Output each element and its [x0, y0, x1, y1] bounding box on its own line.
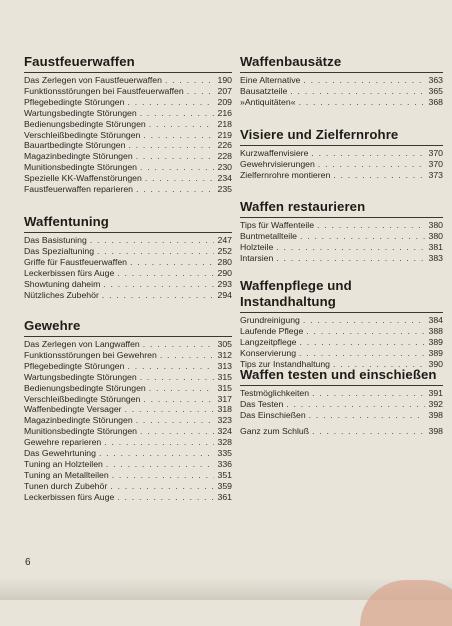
entry-title: Eine Alternative	[240, 75, 301, 85]
entry-title: Pflegebedingte Störungen	[24, 96, 125, 107]
toc-entry	[24, 151, 232, 162]
toc-entry	[24, 257, 232, 268]
toc-entry	[240, 315, 443, 326]
dot-leader	[140, 162, 214, 173]
entry-title: Bauartbedingte Störungen	[24, 140, 126, 151]
section-title: Waffentuning	[24, 214, 109, 229]
entry-title: Intarsien	[240, 252, 274, 263]
dot-leader	[143, 339, 214, 350]
toc-entry	[240, 337, 443, 348]
dot-leader	[106, 459, 214, 470]
toc-entry	[24, 339, 232, 350]
entry-title: Tuning an Holzteilen	[24, 458, 103, 469]
entry-page-number: 312	[217, 349, 232, 360]
entry-page-number: 383	[428, 252, 443, 263]
toc-entry	[240, 170, 443, 181]
entry-page-number: 328	[217, 437, 232, 448]
dot-leader	[276, 253, 425, 264]
entry-page-number: 323	[217, 415, 232, 426]
entry-page-number: 234	[217, 173, 232, 184]
entry-title: Zielfernrohre montieren	[240, 169, 331, 180]
entry-page-number: 389	[428, 347, 443, 358]
dot-leader	[90, 235, 214, 246]
toc-entry	[24, 162, 232, 173]
toc-entry	[24, 415, 232, 426]
entry-page-number: 294	[217, 289, 232, 300]
entry-title: Munitionsbedingte Störungen	[24, 162, 138, 173]
toc-entry	[24, 394, 232, 405]
toc-entry	[240, 242, 443, 253]
toc-entry	[24, 268, 232, 279]
entry-title: Magazinbedingte Störungen	[24, 415, 133, 426]
section-rule	[240, 145, 443, 146]
entry-title: Showtuning daheim	[24, 278, 101, 289]
dot-leader	[97, 246, 214, 257]
entry-title: Das Gewehrtuning	[24, 448, 96, 459]
dot-leader	[312, 426, 425, 437]
toc-entry	[24, 235, 232, 246]
dot-leader	[300, 337, 425, 348]
entry-page-number: 389	[428, 336, 443, 347]
section-rule	[240, 312, 443, 313]
entry-page-number: 351	[217, 469, 232, 480]
entry-title: Konservierung	[240, 347, 297, 358]
dot-leader	[276, 242, 425, 253]
entry-page-number: 365	[428, 85, 443, 96]
entry-list	[240, 75, 443, 108]
dot-leader	[312, 388, 425, 399]
entry-title: Grundreinigung	[240, 315, 300, 325]
dot-leader	[112, 470, 214, 481]
entry-title: Bedienungsbedingte Störungen	[24, 118, 146, 129]
entry-page-number: 391	[428, 388, 443, 398]
section-rule	[240, 217, 443, 218]
dot-leader	[110, 481, 214, 492]
entry-title: Wartungsbedingte Störungen	[24, 371, 137, 382]
entry-title: Gewehre reparieren	[24, 437, 102, 448]
dot-leader	[160, 350, 214, 361]
toc-entry	[24, 481, 232, 492]
entry-list	[240, 388, 443, 421]
page-number: 6	[25, 557, 31, 568]
section-title: Waffen restaurieren	[240, 199, 366, 214]
entry-page-number: 380	[428, 230, 443, 241]
entry-title: Ganz zum Schluß	[240, 426, 310, 436]
entry-page-number: 336	[217, 458, 232, 469]
toc-entry	[240, 86, 443, 97]
dot-leader	[130, 257, 214, 268]
dot-leader	[99, 448, 214, 459]
entry-title: Tunen durch Zubehör	[24, 480, 108, 491]
entry-title: Bausatzteile	[240, 85, 288, 96]
toc-entry	[24, 97, 232, 108]
toc-entry	[24, 361, 232, 372]
toc-entry	[24, 459, 232, 470]
toc-entry	[24, 173, 232, 184]
entry-title: Waffenbedingte Versager	[24, 404, 122, 415]
toc-entry	[24, 492, 232, 503]
toc-entry	[240, 97, 443, 108]
entry-page-number: 363	[428, 75, 443, 85]
entry-page-number: 219	[217, 129, 232, 140]
toc-section-pflege	[240, 278, 443, 370]
entry-title: Testmöglichkeiten	[240, 388, 310, 398]
entry-page-number: 218	[217, 118, 232, 129]
entry-page-number: 392	[428, 398, 443, 409]
entry-page-number: 384	[428, 315, 443, 325]
dot-leader	[290, 86, 425, 97]
toc-entry	[24, 404, 232, 415]
toc-entry	[240, 388, 443, 399]
entry-page-number: 381	[428, 241, 443, 252]
entry-title: Holzteile	[240, 241, 274, 252]
section-title: Waffenbausätze	[240, 54, 342, 69]
toc-entry	[24, 119, 232, 130]
entry-page-number: 293	[217, 278, 232, 289]
toc-entry	[240, 253, 443, 264]
toc-entry	[24, 279, 232, 290]
toc-section-restaurieren	[240, 199, 443, 264]
entry-page-number: 252	[217, 245, 232, 256]
toc-entry	[24, 470, 232, 481]
dot-leader	[145, 173, 214, 184]
toc-entry	[24, 426, 232, 437]
toc-entry	[24, 437, 232, 448]
toc-section-visiere	[240, 127, 443, 181]
toc-entry	[240, 426, 443, 437]
entry-page-number: 373	[428, 169, 443, 180]
toc-entry	[240, 75, 443, 86]
entry-page-number: 228	[217, 151, 232, 162]
dot-leader	[136, 151, 214, 162]
section-rule	[240, 72, 443, 73]
toc-entry	[24, 108, 232, 119]
toc-entry	[24, 86, 232, 97]
toc-entry	[24, 290, 232, 301]
entry-title: Tips zur Instandhaltung	[240, 358, 330, 369]
toc-entry	[240, 326, 443, 337]
dot-leader	[136, 184, 214, 195]
entry-list	[240, 426, 443, 437]
entry-title: Buntmetallteile	[240, 230, 297, 241]
dot-leader	[143, 394, 214, 405]
entry-page-number: 235	[217, 184, 232, 195]
dot-leader	[299, 97, 425, 108]
entry-list	[240, 220, 443, 264]
dot-leader	[149, 383, 214, 394]
dot-leader	[311, 148, 425, 159]
dot-leader	[318, 159, 425, 170]
entry-page-number: 398	[428, 426, 443, 436]
dot-leader	[128, 140, 214, 151]
toc-entry	[24, 383, 232, 394]
dot-leader	[103, 279, 214, 290]
dot-leader	[303, 315, 425, 326]
entry-title: Tips für Waffenteile	[240, 220, 315, 230]
dot-leader	[127, 97, 214, 108]
entry-page-number: 209	[217, 96, 232, 107]
entry-title: Munitionsbedingte Störungen	[24, 426, 138, 437]
toc-section-gewehre	[24, 318, 232, 503]
toc-entry	[24, 350, 232, 361]
entry-title: Das Einschießen	[240, 409, 306, 420]
entry-page-number: 216	[217, 107, 232, 118]
entry-page-number: 370	[428, 148, 443, 158]
dot-leader	[309, 410, 425, 421]
dot-leader	[140, 108, 214, 119]
entry-title: Nützliches Zubehör	[24, 289, 99, 300]
dot-leader	[140, 372, 214, 383]
dot-leader	[333, 170, 425, 181]
entry-title: Griffe für Faustfeuerwaffen	[24, 256, 128, 267]
toc-entry	[240, 231, 443, 242]
dot-leader	[187, 86, 214, 97]
toc-entry	[240, 399, 443, 410]
entry-list	[24, 235, 232, 300]
toc-section-faustfeuerwaffen	[24, 54, 232, 195]
section-title: Waffen testen und einschießen	[240, 367, 437, 382]
dot-leader	[306, 326, 425, 337]
entry-page-number: 359	[217, 480, 232, 491]
dot-leader	[127, 361, 214, 372]
dot-leader	[102, 290, 214, 301]
toc-entry	[24, 140, 232, 151]
entry-title: Verschleißbedingte Störungen	[24, 393, 141, 404]
entry-page-number: 324	[217, 426, 232, 437]
entry-title: Bedienungsbedingte Störungen	[24, 382, 146, 393]
section-rule	[24, 72, 232, 73]
dot-leader	[286, 399, 425, 410]
dot-leader	[165, 75, 214, 86]
toc-section-schluss	[240, 426, 443, 437]
toc-section-waffenbausaetze	[240, 54, 443, 108]
toc-entry	[24, 246, 232, 257]
entry-page-number: 230	[217, 162, 232, 173]
entry-title: »Antiquitäten«	[240, 96, 296, 107]
entry-page-number: 361	[217, 491, 232, 502]
toc-entry	[24, 372, 232, 383]
entry-page-number: 207	[217, 85, 232, 96]
entry-title: Langzeitpflege	[240, 336, 297, 347]
toc-entry	[24, 184, 232, 195]
entry-page-number: 398	[428, 409, 443, 420]
entry-page-number: 247	[217, 235, 232, 245]
entry-page-number: 368	[428, 96, 443, 107]
entry-title: Tuning an Metallteilen	[24, 469, 109, 480]
toc-entry	[24, 75, 232, 86]
dot-leader	[136, 415, 214, 426]
entry-title: Spezielle KK-Waffenstörungen	[24, 173, 142, 184]
entry-page-number: 226	[217, 140, 232, 151]
entry-title: Das Spezialtuning	[24, 245, 95, 256]
entry-title: Funktionsstörungen bei Gewehren	[24, 349, 157, 360]
entry-title: Das Basistuning	[24, 235, 87, 245]
dot-leader	[300, 231, 425, 242]
dot-leader	[117, 268, 214, 279]
toc-section-testen	[240, 367, 443, 421]
toc-entry	[240, 159, 443, 170]
entry-title: Das Zerlegen von Langwaffen	[24, 339, 140, 349]
dot-leader	[117, 492, 214, 503]
toc-entry	[240, 148, 443, 159]
dot-leader	[125, 404, 214, 415]
entry-page-number: 317	[217, 393, 232, 404]
toc-entry	[240, 410, 443, 421]
entry-page-number: 318	[217, 404, 232, 415]
entry-title: Das Testen	[240, 398, 284, 409]
section-title: Waffenpflege und Instandhaltung	[240, 278, 352, 309]
toc-section-waffentuning	[24, 214, 232, 300]
entry-title: Kurzwaffenvisiere	[240, 148, 309, 158]
entry-list	[240, 148, 443, 181]
entry-title: Wartungsbedingte Störungen	[24, 107, 137, 118]
section-rule	[24, 232, 232, 233]
entry-title: Magazinbedingte Störungen	[24, 151, 133, 162]
entry-list	[24, 75, 232, 195]
entry-page-number: 305	[217, 339, 232, 349]
entry-title: Leckerbissen fürs Auge	[24, 267, 115, 278]
entry-page-number: 380	[428, 220, 443, 230]
dot-leader	[143, 130, 214, 141]
entry-page-number: 315	[217, 382, 232, 393]
dot-leader	[140, 426, 214, 437]
toc-entry	[24, 448, 232, 459]
entry-list	[240, 315, 443, 370]
section-title: Faustfeuerwaffen	[24, 54, 135, 69]
entry-page-number: 280	[217, 256, 232, 267]
toc-entry	[240, 348, 443, 359]
dot-leader	[317, 220, 425, 231]
section-rule	[240, 385, 443, 386]
dot-leader	[104, 437, 214, 448]
section-rule	[24, 336, 232, 337]
entry-page-number: 313	[217, 360, 232, 371]
entry-title: Pflegebedingte Störungen	[24, 360, 125, 371]
section-title: Visiere und Zielfernrohre	[240, 127, 399, 142]
entry-title: Laufende Pflege	[240, 325, 304, 336]
entry-list	[24, 339, 232, 503]
entry-page-number: 290	[217, 267, 232, 278]
section-title: Gewehre	[24, 318, 81, 333]
entry-title: Gewehrvisierungen	[240, 158, 315, 169]
entry-page-number: 390	[428, 358, 443, 369]
dot-leader	[149, 119, 214, 130]
entry-title: Das Zerlegen von Faustfeuerwaffen	[24, 75, 162, 85]
entry-page-number: 190	[217, 75, 232, 85]
dot-leader	[303, 75, 425, 86]
toc-entry	[240, 220, 443, 231]
dot-leader	[299, 348, 425, 359]
entry-title: Funktionsstörungen bei Faustfeuerwaffen	[24, 85, 184, 96]
entry-page-number: 388	[428, 325, 443, 336]
entry-page-number: 370	[428, 158, 443, 169]
entry-title: Verschleißbedingte Störungen	[24, 129, 141, 140]
entry-page-number: 335	[217, 448, 232, 459]
entry-title: Leckerbissen fürs Auge	[24, 491, 115, 502]
entry-page-number: 315	[217, 371, 232, 382]
toc-entry	[24, 130, 232, 141]
entry-title: Faustfeuerwaffen reparieren	[24, 184, 133, 195]
